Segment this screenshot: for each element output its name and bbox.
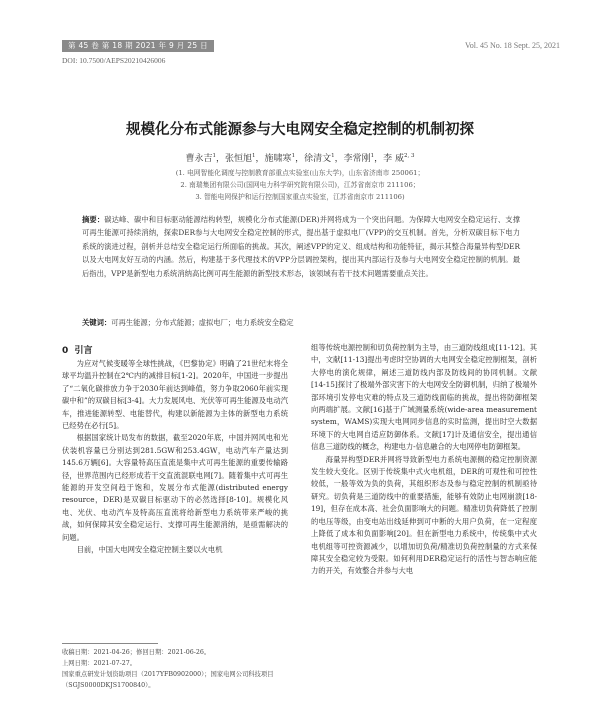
section-title: 引言 — [74, 346, 93, 356]
journal-issue-badge: 第 45 卷 第 18 期 2021 年 9 月 25 日 — [62, 40, 214, 52]
section-number: 0 — [62, 346, 69, 356]
author — [265, 154, 296, 164]
affiliation-3: 3. 智能电网保护和运行控制国家重点实验室，江苏省南京市 211106) — [195, 193, 405, 201]
author-name: 李常刚 — [343, 154, 371, 164]
author-name: 李 威 — [383, 154, 405, 164]
keywords-label: 关键词： — [82, 318, 112, 327]
keywords-text: 可再生能源；分布式能源；虚拟电厂；电力系统安全稳定 — [111, 318, 294, 327]
keywords — [82, 317, 520, 329]
author-affiliation-mark: 1 — [252, 153, 256, 159]
doi[interactable]: DOI: 10.7500/AEPS20210426006 — [62, 56, 166, 65]
paragraph: 为应对气候变暖等全球性挑战，《巴黎协定》明确了21世纪末将全球平均温升控制在2℃内的减排目标[1-2]。2020年，中国进一步提出了“二氧化碳排放力争于2030年前达到峰值，努力争取2060年前实现碳中和”的双碳目标[3-4]。大力发展风电、光伏等可再生能源及电动汽车，推进能源转型、电能替代，构建以新能源为主体的新型电力系统已经势在必行[5]。 — [62, 359, 288, 431]
author-name: 施啸寒 — [264, 154, 292, 164]
author-list: 曹永吉$^1$，张恒旭$^1$，施啸寒$^1$，徐清文$^1$，李常刚$^1$，李 威$^{2, 3}$ — [185, 153, 415, 164]
author — [344, 154, 375, 164]
abstract-label: 摘要： — [82, 215, 105, 224]
author — [185, 154, 216, 164]
author-name: 徐清文 — [304, 154, 332, 164]
footnotes — [62, 647, 292, 691]
affiliation-1: (1. 电网智能化调度与控制教育部重点实验室(山东大学)，山东省济南市 250061； — [175, 169, 425, 177]
left-column — [62, 358, 288, 557]
running-head: Vol. 45 No. 18 Sept. 25, 2021 — [465, 41, 560, 50]
paragraph: 组等传统电源控制和切负荷控制为主导，由三道防线组成[11-12]。其中，文献[11-13]提出考虑时空协调的大电网安全稳定控制框架，剖析大停电的演化规律，阐述三道防线内部及防线间的协同机制。文献[14-15]探讨了极端外部灾害下的大电网安全防御机制，归纳了极端外部环境引发停电灾难的特点及三道防线面临的挑战，提出将防御框架向两端扩展。文献[16]基于广域测量系统(wide-area measurement system，WAMS)实现大电网同步信息的实时监测，提出时空大数据环境下的大电网自适应防御体系。文献[17]计及通信安全，提出通信信息三道防线的概念，构建电力-信息融合的大电网停电防御框架。 — [311, 343, 537, 452]
author-name: 曹永吉 — [185, 154, 213, 164]
author — [304, 154, 335, 164]
footnote-funding: 国家重点研发计划资助项目（2017YFB0902000）；国家电网公司科技项目（SGJS0000DKJS1700840）。 — [62, 671, 274, 689]
affiliation-2: 2. 南瑞集团有限公司(国网电力科学研究院有限公司)，江苏省南京市 211106； — [180, 181, 420, 189]
right-column — [311, 342, 537, 578]
paragraph: 根据国家统计局发布的数据，截至2020年底，中国并网风电和光伏装机容量已分别达到281.5GW和253.4GW，电动汽车产量达到145.6万辆[6]。大容量特高压直流是集中式可再生能源的重要传输路径，世界范围内已经形成若干交直流混联电网[7]。随着集中式可再生能源的开发空间趋于饱和，发展分布式能源(distributed energy resource，DER)是双碳目标驱动下的必然选择[8-10]。规模化风电、光伏、电动汽车及特高压直流将给新型电力系统带来严峻的挑战，如何保障其安全稳定运行、支撑可再生能源消纳，是亟需解决的问题。 — [62, 433, 288, 542]
author-affiliation-mark: 1 — [331, 153, 335, 159]
paragraph: 目前，中国大电网安全稳定控制主要以火电机 — [76, 545, 223, 555]
paragraph: 海量异构型DER并网将导致新型电力系统电源侧的稳定控制资源发生较大变化。区别于传统集中式火电机组，DER的可观性和可控性较低，一般等效为负的负荷，其组织形态及参与稳定控制的机制亟待研究。切负荷是三道防线中的重要措施，能够有效防止电网崩溃[18-19]，但存在成本高、社会负面影响大的问题。精准切负荷降低了控制的电压等级，由变电站出线延伸到可中断的大用户负荷，在一定程度上降低了成本和负面影响[20]。但在新型电力系统中，传统集中式火电机组等可控资源减少，以增加切负荷/精准切负荷控制量的方式来保障其安全稳定较为受限。如何利用DER稳定运行的活性与智态响应能力的开关，有效整合并参与大电 — [311, 454, 537, 576]
abstract-text: 碳达峰、碳中和目标驱动能源结构转型，规模化分布式能源(DER)并网将成为一个突出问题。为保障大电网安全稳定运行、支撑可再生能源可持续消纳，探索DER参与大电网安全稳定控制的形式，提出基于虚拟电厂(VPP)的交互机制。首先，分析双碳目标下电力系统的演进过程，剖析并总结安全稳定运行所面临的挑战。其次，阐述VPP的定义、组成结构和功能特征，揭示其整合海量异构型DER以及大电网友好互动的内涵。然后，构建基于多代理技术的VPP分层调控架构，提出其内部运行及参与大电网安全稳定控制的机制。最后指出，VPP是新型电力系统消纳高比例可再生能源的新型技术形态，该领域有若干技术问题需要重点关注。 — [82, 215, 520, 278]
author-affiliation-mark: 1 — [370, 153, 375, 159]
page-title: 规模化分布式能源参与大电网安全稳定控制的机制初探 — [126, 122, 474, 138]
footnote-received: 收稿日期：2021-04-26；修回日期：2021-06-26。 — [62, 649, 211, 656]
author — [383, 154, 414, 164]
footnote-online: 上网日期：2021-07-27。 — [62, 660, 137, 667]
abstract — [82, 213, 520, 280]
author-affiliation-mark: 2, 3 — [404, 153, 415, 159]
author — [225, 154, 256, 164]
author-affiliation-mark: 1 — [212, 153, 216, 159]
author-affiliation-mark: 1 — [291, 153, 296, 159]
footnote-divider — [62, 643, 158, 644]
author-name: 张恒旭 — [225, 154, 253, 164]
section-heading — [62, 343, 93, 356]
